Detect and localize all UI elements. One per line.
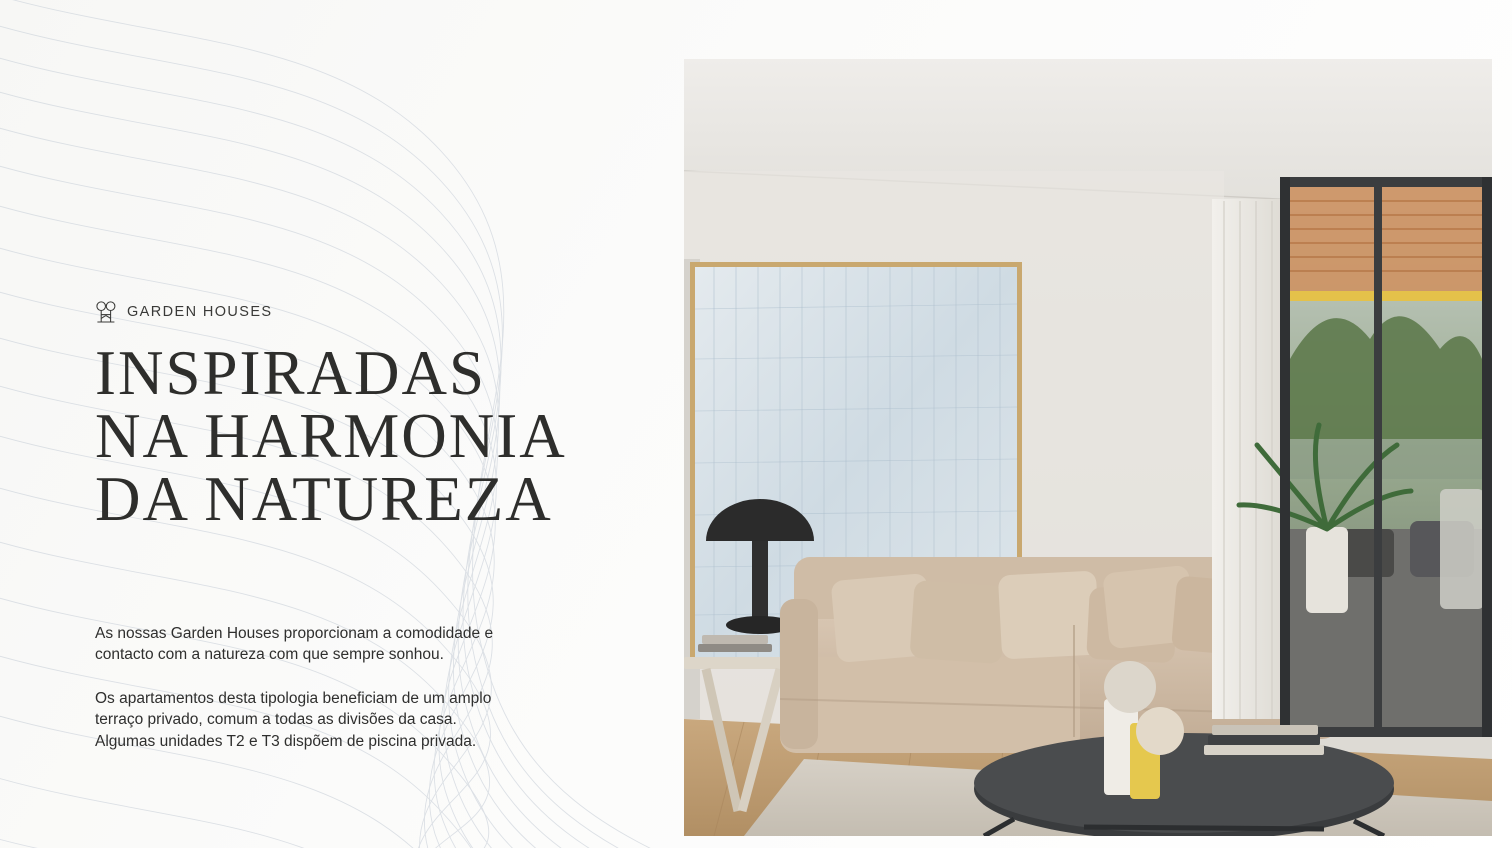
- text-column: [95, 300, 615, 752]
- headline-line-3: DA NATUREZA: [95, 464, 553, 534]
- body-copy: [95, 623, 515, 752]
- tree-logo-icon: [95, 300, 117, 324]
- brand-lockup: [95, 300, 615, 324]
- brand-label: GARDEN HOUSES: [127, 304, 273, 320]
- interior-photo: [684, 59, 1492, 836]
- page-title: [95, 338, 615, 534]
- headline-line-2: NA HARMONIA: [95, 401, 567, 471]
- body-paragraph-1: As nossas Garden Houses proporcionam a comodidade e contacto com a natureza com que sempre sonhou.: [95, 625, 494, 664]
- body-paragraph-2: Os apartamentos desta tipologia beneficiam de um amplo terraço privado, comum a todas as divisões da casa. Algumas unidades T2 e T3 dispõem de piscina privada.: [95, 689, 492, 750]
- headline-line-1: INSPIRADAS: [95, 338, 487, 408]
